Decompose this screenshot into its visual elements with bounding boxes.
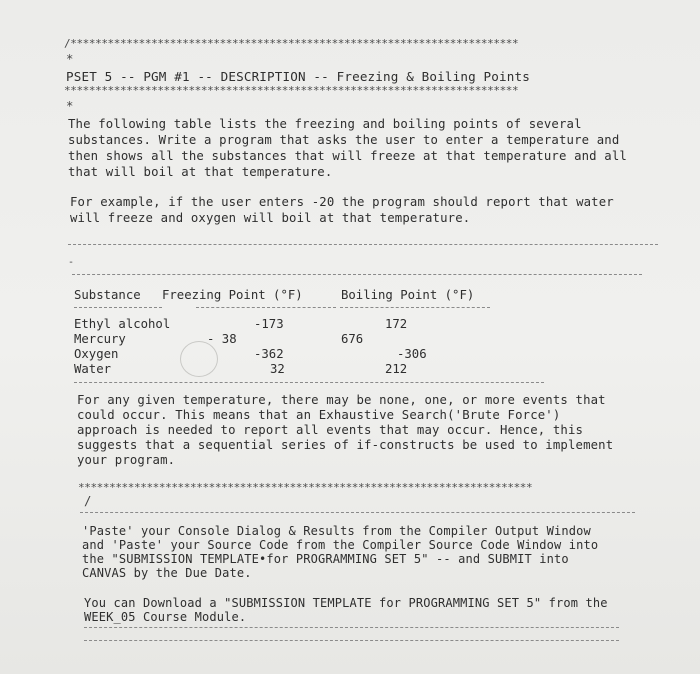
submit-line: and 'Paste' your Source Code from the Compiler Source Code Window into [82,538,599,552]
freezing-value: -362 [254,347,284,361]
download-line: WEEK_05 Course Module. [84,610,247,624]
substance-name: Mercury [74,332,126,346]
freezing-value: -173 [254,317,284,331]
note-line: suggests that a sequential series of if-constructs be used to implement [77,438,614,452]
pset-title: PSET 5 -- PGM #1 -- DESCRIPTION -- Freezing & Boiling Points [66,69,530,84]
slash-marker: / [84,494,92,508]
note-line: approach is needed to report all events that may occur. Hence, this [77,423,584,437]
header-substance: Substance [74,288,141,302]
boiling-value: 212 [385,362,408,376]
divider [72,274,642,275]
intro-line: that will boil at that temperature. [68,165,333,179]
star-marker: * [66,99,74,113]
substance-name: Ethyl alcohol [74,317,171,331]
intro-line: substances. Write a program that asks the user to enter a temperature and [68,133,620,147]
divider [84,627,619,628]
submit-line: 'Paste' your Console Dialog & Results from the Compiler Output Window [82,524,591,538]
divider [68,244,658,245]
mid-star-border: ************************************************************************* [64,84,519,97]
end-star-border: ************************************************************************* [78,481,533,494]
freezing-value: 32 [270,362,285,376]
submit-line: the "SUBMISSION TEMPLATE•for PROGRAMMING SET 5" -- and SUBMIT into [82,552,569,566]
header-freezing-point: Freezing Point (°F) [162,288,303,302]
divider [84,640,619,641]
header-boiling-point: Boiling Point (°F) [341,288,475,302]
note-line: could occur. This means that an Exhaustive Search('Brute Force') [77,408,561,422]
top-star-border: /************************************************************************ [64,37,519,50]
substance-name: Water [74,362,112,376]
divider [80,512,635,513]
boiling-value: 676 [341,332,364,346]
substance-name: Oxygen [74,347,119,361]
intro-line: The following table lists the freezing and boiling points of several [68,117,582,131]
underline [340,307,490,308]
note-line: your program. [77,453,176,467]
submit-line: CANVAS by the Due Date. [82,566,252,580]
boiling-value: -306 [397,347,427,361]
example-line: will freeze and oxygen will boil at that temperature. [70,211,471,225]
underline [74,307,162,308]
divider [74,382,544,383]
intro-line: then shows all the substances that will freeze at that temperature and all [68,149,627,163]
star-marker: * [66,52,74,66]
note-line: For any given temperature, there may be none, one, or more events that [77,393,606,407]
boiling-value: 172 [385,317,408,331]
underline [196,307,336,308]
dash-marker: - [68,257,75,268]
download-line: You can Download a "SUBMISSION TEMPLATE for PROGRAMMING SET 5" from the [84,596,608,610]
example-line: For example, if the user enters -20 the program should report that water [70,195,614,209]
freezing-value: - 38 [207,332,237,346]
